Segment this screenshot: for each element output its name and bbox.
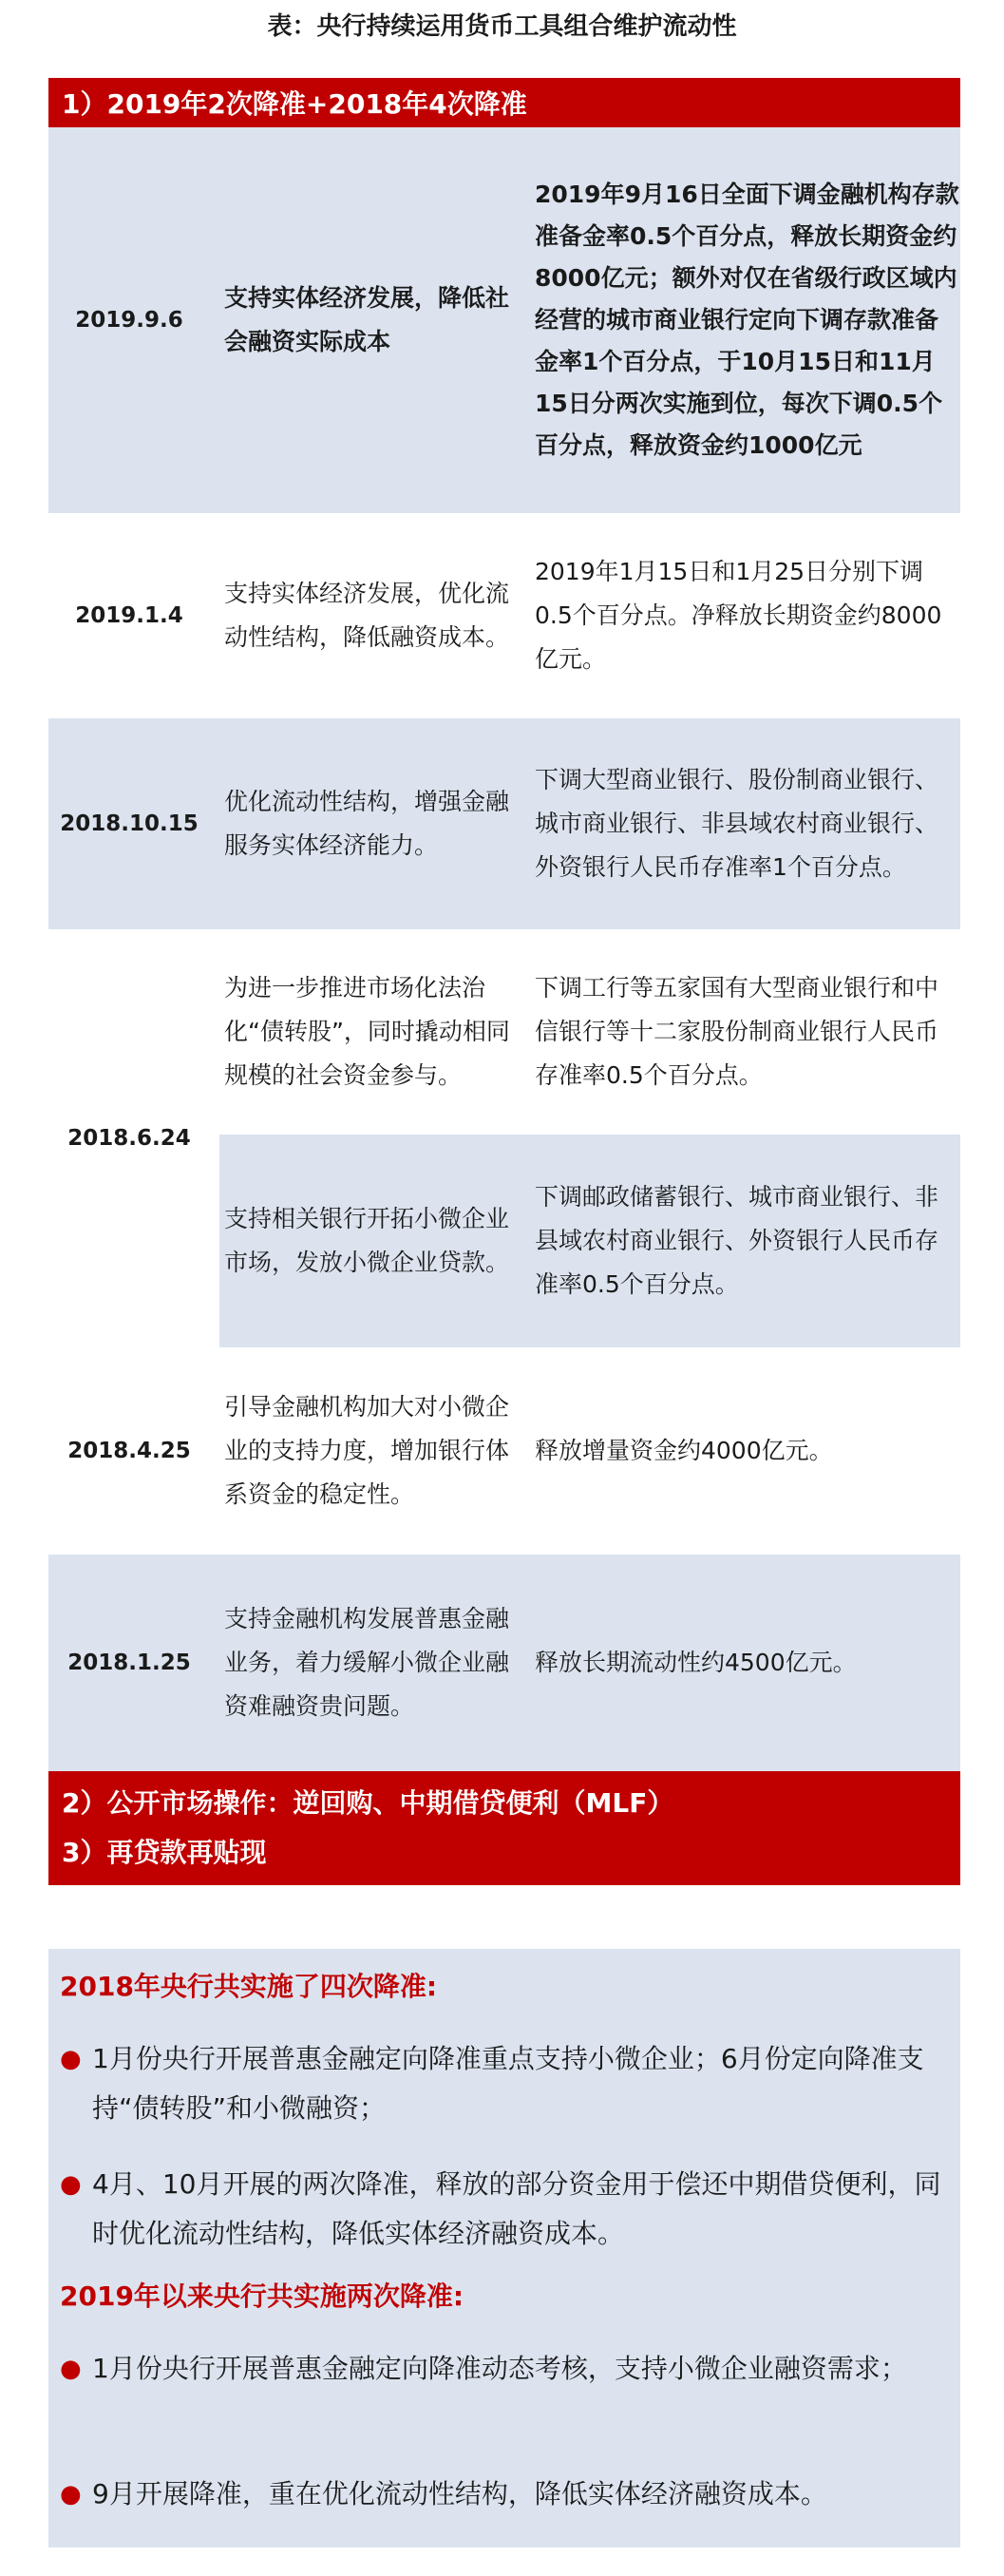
row-measure: 2019年9月16日全面下调金融机构存款准备金率0.5个百分点，释放长期资金约8000亿元；额外对仅在省级行政区域内经营的城市商业银行定向下调存款准备金率1个百分点，于10月15日和11月15日分两次实施到位，每次下调0.5个百分点，释放资金约1000亿元 <box>535 181 959 459</box>
row-date: 2019.1.4 <box>75 603 183 628</box>
table-title: 表：央行持续运用货币工具组合维护流动性 <box>267 12 737 41</box>
section-header-rrr-cuts: 1）2019年2次降准+2018年4次降准 <box>48 78 960 127</box>
table-row <box>48 718 960 929</box>
table-row <box>48 929 960 1135</box>
summary-box <box>48 1949 960 2547</box>
row-date: 2018.4.25 <box>67 1439 191 1463</box>
list-item <box>60 2160 943 2259</box>
bullet-icon: ● <box>60 2045 82 2073</box>
table-row <box>48 513 960 718</box>
row-purpose: 支持相关银行开拓小微企业市场，发放小微企业贷款。 <box>224 1205 510 1276</box>
table-row <box>48 127 960 513</box>
row-measure: 释放长期流动性约4500亿元。 <box>535 1649 857 1676</box>
policy-table <box>48 78 960 1885</box>
row-purpose: 优化流动性结构，增强金融服务实体经济能力。 <box>224 788 510 859</box>
summary-text: 9月开展降准，重在优化流动性结构，降低实体经济融资成本。 <box>92 2478 827 2509</box>
table-row <box>48 1347 960 1555</box>
row-measure: 释放增量资金约4000亿元。 <box>535 1437 833 1464</box>
row-purpose: 支持实体经济发展，优化流动性结构，降低融资成本。 <box>224 580 510 651</box>
row-purpose: 为进一步推进市场化法治化“债转股”，同时撬动相同规模的社会资金参与。 <box>224 974 510 1089</box>
section-header-open-market: 2）公开市场操作：逆回购、中期借贷便利（MLF） <box>62 1787 674 1819</box>
section-header-group <box>48 1771 960 1885</box>
bullet-icon: ● <box>60 2355 82 2383</box>
summary-text: 4月、10月开展的两次降准，释放的部分资金用于偿还中期借贷便利，同时优化流动性结构，降低实体经济融资成本。 <box>92 2168 941 2249</box>
summary-heading-2019: 2019年以来央行共实施两次降准: <box>60 2280 464 2312</box>
row-purpose: 支持金融机构发展普惠金融业务，着力缓解小微企业融资难融资贵问题。 <box>224 1605 510 1720</box>
section-header-relending: 3）再贷款再贴现 <box>62 1837 267 1868</box>
summary-text: 1月份央行开展普惠金融定向降准动态考核，支持小微企业融资需求； <box>92 2353 907 2384</box>
table-row <box>219 1135 960 1347</box>
row-measure: 下调大型商业银行、股份制商业银行、城市商业银行、非县域农村商业银行、外资银行人民币存准率1个百分点。 <box>535 766 939 881</box>
summary-heading-2018: 2018年央行共实施了四次降准: <box>60 1971 438 2002</box>
summary-text: 1月份央行开展普惠金融定向降准重点支持小微企业；6月份定向降准支持“债转股”和小微融资； <box>92 2043 924 2124</box>
row-measure: 下调工行等五家国有大型商业银行和中信银行等十二家股份制商业银行人民币存准率0.5个百分点。 <box>535 974 939 1089</box>
table-row <box>48 1555 960 1771</box>
list-item <box>60 2344 943 2394</box>
bullet-icon: ● <box>60 2480 82 2509</box>
list-item <box>60 2470 943 2519</box>
row-date: 2019.9.6 <box>75 308 183 333</box>
row-purpose: 支持实体经济发展，降低社会融资实际成本 <box>224 284 510 355</box>
row-purpose: 引导金融机构加大对小微企业的支持力度，增加银行体系资金的稳定性。 <box>224 1393 510 1508</box>
row-date: 2018.1.25 <box>67 1651 191 1675</box>
list-item <box>60 2034 943 2133</box>
row-measure: 下调邮政储蓄银行、城市商业银行、非县域农村商业银行、外资银行人民币存准率0.5个百分点。 <box>535 1183 939 1298</box>
row-measure: 2019年1月15日和1月25日分别下调0.5个百分点。净释放长期资金约8000亿元。 <box>535 558 942 673</box>
row-date: 2018.10.15 <box>60 811 199 836</box>
row-date: 2018.6.24 <box>67 1126 191 1151</box>
bullet-icon: ● <box>60 2170 82 2199</box>
